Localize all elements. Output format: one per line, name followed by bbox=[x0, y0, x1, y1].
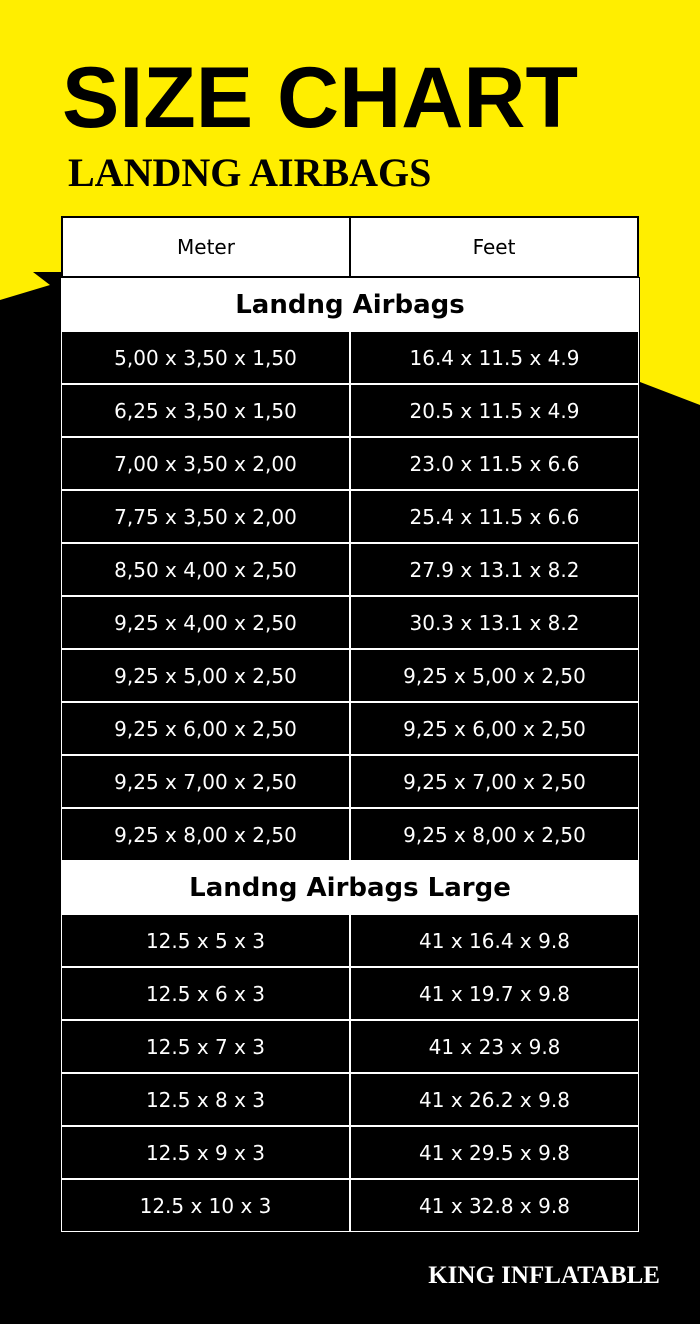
table-row bbox=[61, 1179, 639, 1232]
table-row bbox=[61, 808, 639, 861]
feet-cell: 20.5 x 11.5 x 4.9 bbox=[350, 384, 639, 437]
meter-cell: 9,25 x 7,00 x 2,50 bbox=[61, 755, 350, 808]
feet-cell: 25.4 x 11.5 x 6.6 bbox=[350, 490, 639, 543]
meter-cell: 12.5 x 8 x 3 bbox=[61, 1073, 350, 1126]
table-row bbox=[61, 384, 639, 437]
table-row bbox=[61, 967, 639, 1020]
table-header-row bbox=[61, 216, 639, 278]
meter-cell: 12.5 x 10 x 3 bbox=[61, 1179, 350, 1232]
feet-cell: 41 x 16.4 x 9.8 bbox=[350, 914, 639, 967]
feet-cell: 41 x 26.2 x 9.8 bbox=[350, 1073, 639, 1126]
table-row bbox=[61, 331, 639, 384]
meter-cell: 7,75 x 3,50 x 2,00 bbox=[61, 490, 350, 543]
page-title: SIZE CHART bbox=[62, 50, 578, 146]
feet-cell: 41 x 32.8 x 9.8 bbox=[350, 1179, 639, 1232]
table-row bbox=[61, 490, 639, 543]
table-row bbox=[61, 914, 639, 967]
size-table bbox=[61, 216, 639, 1232]
page-subtitle: LANDNG AIRBAGS bbox=[68, 150, 432, 195]
meter-cell: 7,00 x 3,50 x 2,00 bbox=[61, 437, 350, 490]
meter-cell: 6,25 x 3,50 x 1,50 bbox=[61, 384, 350, 437]
table-row bbox=[61, 649, 639, 702]
feet-cell: 9,25 x 6,00 x 2,50 bbox=[350, 702, 639, 755]
feet-cell: 30.3 x 13.1 x 8.2 bbox=[350, 596, 639, 649]
table-row bbox=[61, 755, 639, 808]
header-meter: Meter bbox=[61, 216, 351, 278]
meter-cell: 9,25 x 4,00 x 2,50 bbox=[61, 596, 350, 649]
meter-cell: 9,25 x 8,00 x 2,50 bbox=[61, 808, 350, 861]
feet-cell: 41 x 23 x 9.8 bbox=[350, 1020, 639, 1073]
header-feet: Feet bbox=[351, 216, 639, 278]
feet-cell: 41 x 29.5 x 9.8 bbox=[350, 1126, 639, 1179]
table-row bbox=[61, 1020, 639, 1073]
feet-cell: 41 x 19.7 x 9.8 bbox=[350, 967, 639, 1020]
table-row bbox=[61, 543, 639, 596]
feet-cell: 23.0 x 11.5 x 6.6 bbox=[350, 437, 639, 490]
section-title-landng-airbags-large: Landng Airbags Large bbox=[61, 861, 639, 914]
feet-cell: 16.4 x 11.5 x 4.9 bbox=[350, 331, 639, 384]
meter-cell: 8,50 x 4,00 x 2,50 bbox=[61, 543, 350, 596]
meter-cell: 9,25 x 5,00 x 2,50 bbox=[61, 649, 350, 702]
table-row bbox=[61, 1073, 639, 1126]
meter-cell: 12.5 x 9 x 3 bbox=[61, 1126, 350, 1179]
table-row bbox=[61, 1126, 639, 1179]
table-row bbox=[61, 596, 639, 649]
feet-cell: 27.9 x 13.1 x 8.2 bbox=[350, 543, 639, 596]
feet-cell: 9,25 x 8,00 x 2,50 bbox=[350, 808, 639, 861]
brand-name: KING INFLATABLE bbox=[428, 1262, 660, 1289]
section-title-landng-airbags: Landng Airbags bbox=[61, 278, 639, 331]
table-row bbox=[61, 437, 639, 490]
meter-cell: 12.5 x 6 x 3 bbox=[61, 967, 350, 1020]
meter-cell: 12.5 x 5 x 3 bbox=[61, 914, 350, 967]
meter-cell: 9,25 x 6,00 x 2,50 bbox=[61, 702, 350, 755]
meter-cell: 12.5 x 7 x 3 bbox=[61, 1020, 350, 1073]
feet-cell: 9,25 x 5,00 x 2,50 bbox=[350, 649, 639, 702]
table-row bbox=[61, 702, 639, 755]
meter-cell: 5,00 x 3,50 x 1,50 bbox=[61, 331, 350, 384]
feet-cell: 9,25 x 7,00 x 2,50 bbox=[350, 755, 639, 808]
